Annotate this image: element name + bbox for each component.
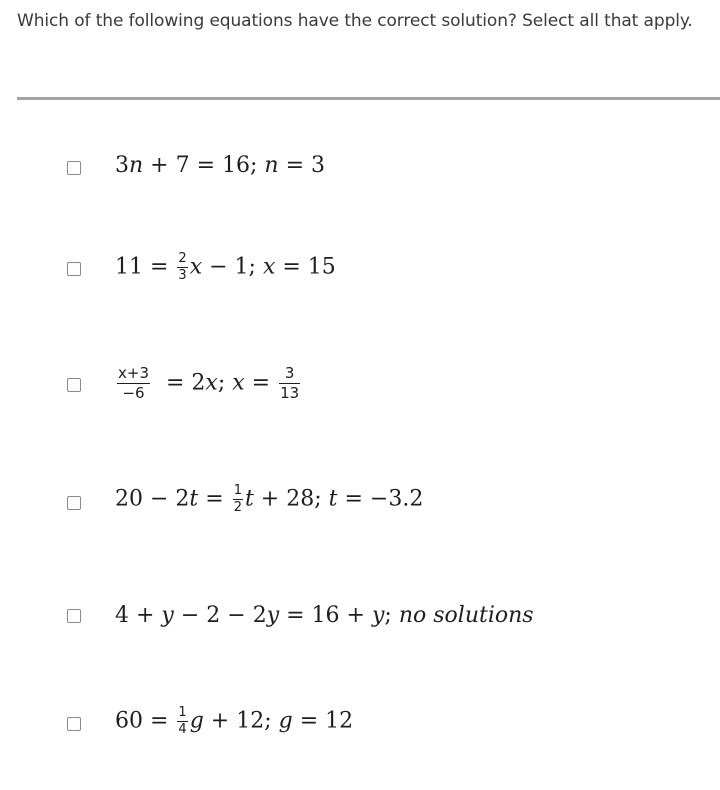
math-text: ; [217, 370, 226, 396]
math-variable: y [161, 603, 174, 628]
answer-option[interactable] [67, 365, 707, 425]
fraction [233, 484, 243, 515]
math-variable: x [205, 370, 218, 396]
math-variable: x [232, 370, 245, 396]
math-text: = 15 [275, 254, 336, 280]
math-text: + 12; [203, 708, 272, 734]
fraction-numerator: 3 [284, 364, 295, 382]
fraction-numerator: 1 [178, 705, 187, 720]
option-equation [115, 252, 336, 283]
math-variable: t [189, 486, 199, 512]
math-text: + 28; [253, 486, 322, 512]
fraction-denominator: 4 [178, 722, 187, 737]
math-text: 20 − 2 [115, 486, 190, 512]
math-text: 3 [115, 153, 129, 178]
fraction [117, 365, 150, 402]
math-text: = 12 [292, 708, 354, 734]
math-solution-text: no solutions [398, 603, 534, 628]
math-text: − 2 − 2 [173, 603, 267, 628]
math-text: 60 = [115, 708, 176, 734]
option-checkbox[interactable] [67, 262, 81, 276]
math-text: = [244, 370, 278, 396]
math-variable: n [129, 153, 144, 178]
fraction [177, 252, 187, 283]
math-variable: x [262, 254, 276, 280]
question-text: Which of the following equations have the correct solution? Select all that apply. [17, 11, 693, 31]
answer-option[interactable] [67, 600, 707, 660]
fraction-numerator: x+3 [118, 364, 149, 382]
fraction-numerator: 1 [233, 483, 242, 498]
fraction-denominator: −6 [122, 384, 145, 402]
math-variable: t [328, 486, 338, 512]
fraction-denominator: 2 [233, 500, 242, 515]
math-text: 4 + [115, 603, 162, 628]
math-text: 11 = [115, 254, 176, 280]
fraction [177, 706, 187, 737]
math-text: = −3.2 [337, 486, 424, 512]
math-text: = [198, 486, 231, 512]
math-variable: n [264, 153, 279, 178]
answer-option[interactable] [67, 482, 707, 542]
math-variable: g [278, 708, 293, 734]
answer-option[interactable] [67, 145, 707, 205]
math-variable: y [371, 603, 385, 628]
fraction-numerator: 2 [178, 251, 187, 266]
fraction-denominator: 3 [178, 268, 187, 283]
fraction-denominator: 13 [280, 384, 300, 402]
math-text: = 2 [159, 370, 206, 396]
answer-option[interactable] [67, 252, 707, 312]
math-text: = 16 + [279, 603, 372, 628]
option-checkbox[interactable] [67, 161, 81, 175]
option-checkbox[interactable] [67, 378, 81, 392]
math-variable: y [266, 603, 280, 628]
math-text: = 3 [278, 153, 326, 178]
option-checkbox[interactable] [67, 609, 81, 623]
option-equation [115, 153, 325, 178]
option-equation [115, 484, 423, 515]
option-checkbox[interactable] [67, 717, 81, 731]
math-text: − 1; [202, 254, 256, 280]
math-variable: x [189, 254, 203, 280]
option-checkbox[interactable] [67, 496, 81, 510]
option-equation [115, 603, 534, 628]
math-variable: g [189, 708, 204, 734]
math-variable: t [244, 486, 254, 512]
option-equation [115, 365, 302, 402]
answer-option[interactable] [67, 706, 707, 766]
option-equation [115, 706, 353, 737]
fraction [279, 365, 300, 402]
math-text: ; [384, 603, 392, 628]
divider [17, 97, 720, 100]
math-text: + 7 = 16; [143, 153, 258, 178]
